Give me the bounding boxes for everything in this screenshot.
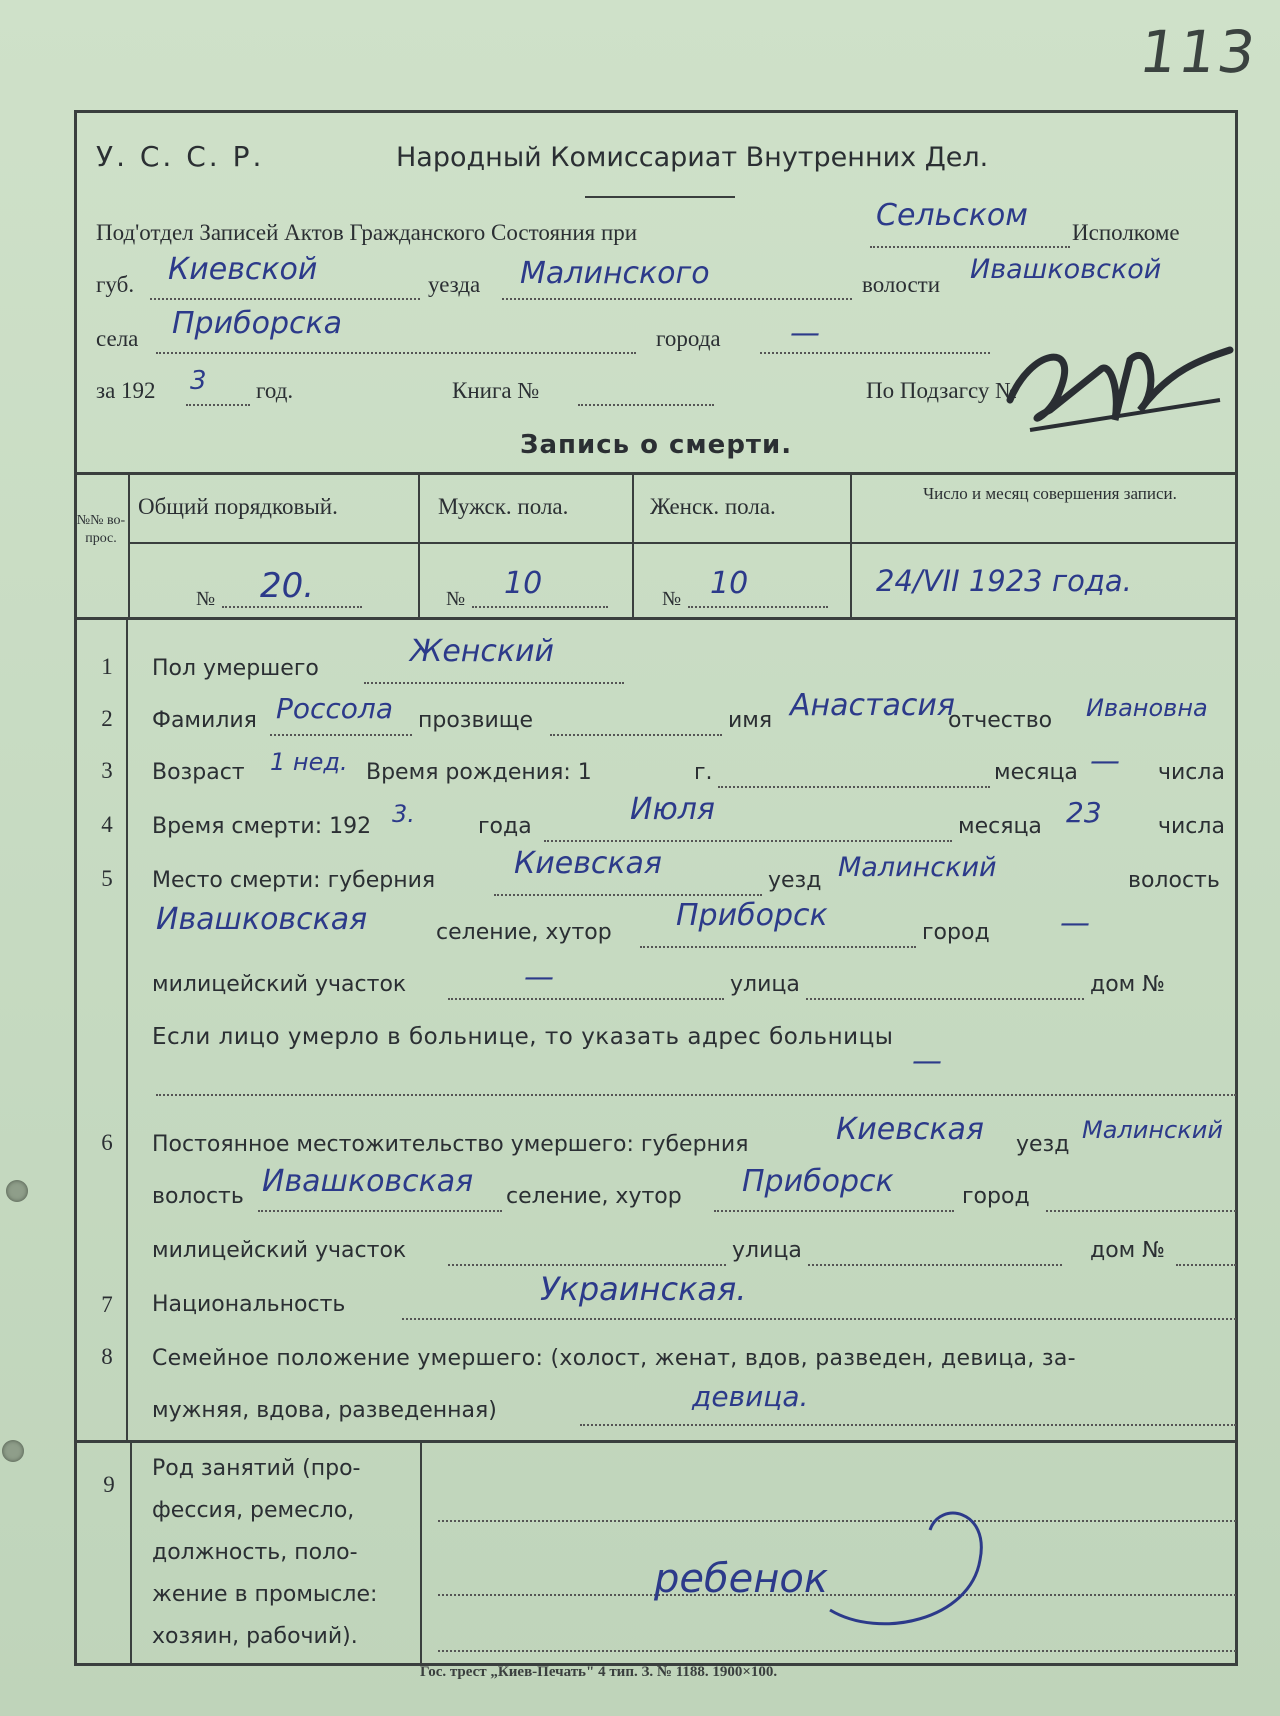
- question-number: 2: [101, 706, 113, 731]
- dotted-line: [714, 1210, 954, 1212]
- dotted-line: [718, 786, 990, 788]
- gub-label: губ.: [96, 272, 135, 297]
- dotted-line: [640, 946, 916, 948]
- q6-selo-handwritten: Приборск: [742, 1164, 894, 1199]
- q2-surname-handwritten: Россола: [276, 692, 393, 725]
- q5-gorod-label: город: [922, 920, 990, 945]
- dotted-line: [760, 352, 990, 354]
- table-hline: [130, 542, 1238, 544]
- q5-uezd-handwritten: Малинский: [838, 852, 997, 883]
- dotted-line: [270, 734, 412, 736]
- male-handwritten: 10: [504, 566, 543, 601]
- no-label: №: [196, 588, 216, 610]
- dotted-line: [258, 1210, 502, 1212]
- q9-label-line3: должность, поло-: [152, 1540, 358, 1565]
- q3-month-handwritten: —: [1090, 744, 1120, 779]
- q3-age-label: Возраст: [152, 760, 245, 785]
- book-label: Книга №: [452, 378, 540, 403]
- dotted-line: [806, 998, 1084, 1000]
- q6-house-label: дом №: [1090, 1238, 1166, 1263]
- q9-label-line1: Род занятий (про-: [152, 1456, 361, 1481]
- q3-month-label: месяца: [994, 760, 1078, 785]
- q2-name-label: имя: [728, 708, 773, 733]
- q5-gub-handwritten: Киевская: [514, 846, 662, 881]
- q5-selo-label: селение, хутор: [436, 920, 612, 945]
- republic-title: У. С. С. Р.: [96, 140, 265, 173]
- dotted-line: [580, 1424, 1236, 1426]
- podzags-label: По Подзагсу №: [866, 378, 1018, 403]
- q9-handwritten: ребенок: [654, 1556, 829, 1602]
- q2-nick-label: прозвище: [418, 708, 534, 733]
- no-label: №: [446, 588, 466, 610]
- q9-loop-stroke: [820, 1500, 1000, 1640]
- q5-selo-handwritten: Приборск: [676, 898, 828, 933]
- gorod-handwritten: —: [790, 316, 820, 351]
- total-handwritten: 20.: [260, 566, 315, 606]
- question-number: 3: [101, 758, 113, 783]
- q2-patr-handwritten: Ивановна: [1086, 694, 1208, 722]
- q3-g-label: г.: [694, 760, 713, 785]
- year-label: за 192: [96, 378, 156, 403]
- dotted-line: [438, 1650, 1236, 1652]
- q5-uezd-label: уезд: [768, 868, 822, 893]
- selo-label: села: [96, 326, 139, 351]
- dotted-line: [150, 298, 420, 300]
- dotted-line: [870, 246, 1070, 248]
- dotted-line: [402, 1318, 1236, 1320]
- dotted-line: [222, 606, 362, 608]
- q6-selo-label: селение, хутор: [506, 1184, 682, 1209]
- form-title: Запись о смерти.: [520, 430, 793, 460]
- question-number: 8: [101, 1344, 113, 1369]
- dotted-line: [808, 1264, 1062, 1266]
- uezd-handwritten: Малинского: [520, 256, 710, 291]
- subdept-handwritten: Сельском: [876, 198, 1028, 233]
- q5-mil-handwritten: —: [524, 960, 554, 995]
- dotted-line: [494, 894, 762, 896]
- dotted-line: [578, 404, 714, 406]
- q9-label-line2: фессия, ремесло,: [152, 1498, 355, 1523]
- dotted-line: [186, 404, 250, 406]
- q5-hospital-handwritten: —: [912, 1044, 942, 1079]
- col-female-header: Женск. пола.: [650, 494, 776, 519]
- punch-hole: [6, 1180, 28, 1202]
- q4-label: Время смерти: 192: [152, 814, 372, 839]
- date-handwritten: 24/VII 1923 года.: [876, 564, 1132, 598]
- q7-handwritten: Украинская.: [540, 1270, 747, 1308]
- dotted-line: [688, 606, 828, 608]
- q2-name-handwritten: Анастасия: [790, 688, 955, 723]
- col-question-header: №№ во- прос.: [76, 513, 126, 546]
- podzags-scribble: [990, 330, 1240, 440]
- dotted-line: [156, 1094, 1236, 1096]
- q9-top-line: [74, 1440, 1238, 1443]
- year-label-2: год.: [256, 378, 294, 403]
- table-bottom: [74, 617, 1238, 620]
- dotted-line: [1176, 1264, 1236, 1266]
- q6-label: Постоянное местожительство умершего: губерния: [152, 1132, 749, 1157]
- q5-hospital-label: Если лицо умерло в больнице, то указать адрес больницы: [152, 1024, 894, 1050]
- volost-handwritten: Ивашковской: [970, 254, 1162, 285]
- q9-label-divider: [420, 1443, 422, 1665]
- q6-uezd-handwritten: Малинский: [1082, 1116, 1223, 1144]
- q2-patr-label: отчество: [948, 708, 1053, 733]
- dotted-line: [472, 606, 608, 608]
- q4-month-label: месяца: [958, 814, 1042, 839]
- question-number: 7: [101, 1292, 113, 1317]
- q4-day-handwritten: 23: [1066, 796, 1102, 829]
- question-number: 9: [103, 1472, 115, 1497]
- q6-volost-label: волость: [152, 1184, 244, 1209]
- dotted-line: [550, 734, 722, 736]
- dotted-line: [1046, 1210, 1236, 1212]
- table-vline: [632, 475, 634, 617]
- gorod-label: города: [656, 326, 721, 351]
- q3-age-handwritten: 1 нед.: [270, 748, 348, 776]
- q8-line1: Семейное положение умершего: (холост, женат, вдов, разведен, девица, за-: [152, 1346, 1076, 1371]
- q5-house-label: дом №: [1090, 972, 1166, 997]
- dotted-line: [156, 352, 636, 354]
- dotted-line: [364, 682, 624, 684]
- q1-handwritten: Женский: [410, 634, 554, 669]
- q9-label-line4: жение в промысле:: [152, 1582, 378, 1607]
- q8-handwritten: девица.: [692, 1380, 809, 1413]
- year-handwritten: 3: [190, 366, 207, 396]
- dotted-line: [544, 840, 952, 842]
- commissariat-title: Народный Комиссариат Внутренних Дел.: [396, 142, 989, 173]
- q6-gub-handwritten: Киевская: [836, 1112, 984, 1147]
- col-male-header: Мужск. пола.: [438, 494, 569, 519]
- q9-label-line5: хозяин, рабочий).: [152, 1624, 358, 1649]
- uezd-label: уезда: [428, 272, 481, 297]
- q4-day-label: числа: [1158, 814, 1225, 839]
- q4-year-handwritten: 3.: [392, 800, 415, 828]
- q5-street-label: улица: [730, 972, 800, 997]
- q3-birth-label: Время рождения: 1: [366, 760, 592, 785]
- q6-street-label: улица: [732, 1238, 802, 1263]
- page-number: 113: [1135, 18, 1262, 86]
- dotted-line: [502, 298, 852, 300]
- q1-label: Пол умершего: [152, 656, 319, 681]
- q2-surname-label: Фамилия: [152, 708, 257, 733]
- q8-line2: мужняя, вдова, разведенная): [152, 1398, 497, 1423]
- q6-uezd-label: уезд: [1016, 1132, 1070, 1157]
- col-date-header: Число и месяц совершения записи.: [923, 484, 1177, 503]
- dotted-line: [448, 1264, 726, 1266]
- q5-label: Место смерти: губерния: [152, 868, 436, 893]
- selo-handwritten: Приборска: [172, 306, 342, 341]
- table-vline: [128, 475, 130, 617]
- table-top: [74, 472, 1238, 475]
- col-total-header: Общий порядковый.: [138, 494, 338, 519]
- punch-hole: [2, 1440, 24, 1462]
- volost-label: волости: [862, 272, 941, 297]
- gub-handwritten: Киевской: [168, 252, 318, 287]
- q6-volost-handwritten: Ивашковская: [262, 1164, 474, 1199]
- divider: [585, 196, 735, 198]
- q5-volost-handwritten: Ивашковская: [156, 902, 368, 937]
- q6-gorod-label: город: [962, 1184, 1030, 1209]
- q5-mil-label: милицейский участок: [152, 972, 407, 997]
- dotted-line: [448, 998, 724, 1000]
- q4-month-handwritten: Июля: [630, 792, 715, 827]
- question-number: 5: [101, 866, 113, 891]
- question-number: 1: [101, 654, 113, 679]
- number-column-line: [126, 620, 128, 1440]
- table-vline: [850, 475, 852, 617]
- table-vline: [418, 475, 420, 617]
- q6-mil-label: милицейский участок: [152, 1238, 407, 1263]
- print-footer: Гос. трест „Киев-Печать" 4 тип. З. № 1188. 1900×100.: [420, 1664, 778, 1680]
- q4-year-label: года: [478, 814, 532, 839]
- q5-gorod-handwritten: —: [1060, 906, 1090, 941]
- female-handwritten: 10: [710, 566, 749, 601]
- no-label: №: [662, 588, 682, 610]
- q5-volost-label: волость: [1128, 868, 1220, 893]
- question-number: 4: [101, 812, 113, 837]
- subdept-suffix: Исполкоме: [1072, 220, 1180, 245]
- q9-number-divider: [130, 1443, 132, 1665]
- q3-day-label: числа: [1158, 760, 1225, 785]
- question-number: 6: [101, 1130, 113, 1155]
- q7-label: Национальность: [152, 1292, 346, 1317]
- subdept-label: Под'отдел Записей Актов Гражданского Состояния при: [96, 220, 638, 245]
